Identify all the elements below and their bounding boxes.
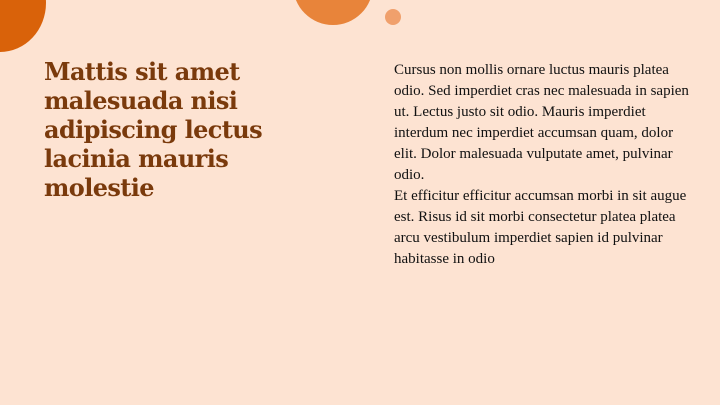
body-paragraph-1: Cursus non mollis ornare luctus mauris platea odio. Sed imperdiet cras nec malesuada in sapien ut. Lectus justo sit odio. Mauris imperdiet interdum nec imperdiet accumsan quam, dolor elit. Dolor malesuada vulputate amet, pulvinar odio. (394, 62, 689, 183)
corner-circle-decoration (0, 0, 46, 52)
top-circle-decoration (293, 0, 373, 25)
slide-body-text (394, 60, 694, 270)
body-paragraph-2: Et efficitur efficitur accumsan morbi in sit augue est. Risus id sit morbi consectetur platea platea arcu vestibulum imperdiet sapien id pulvinar habitasse in odio (394, 188, 687, 267)
slide-title: Mattis sit amet malesuada nisi adipiscing lectus lacinia mauris molestie (44, 57, 263, 202)
small-dot-decoration (385, 9, 401, 25)
